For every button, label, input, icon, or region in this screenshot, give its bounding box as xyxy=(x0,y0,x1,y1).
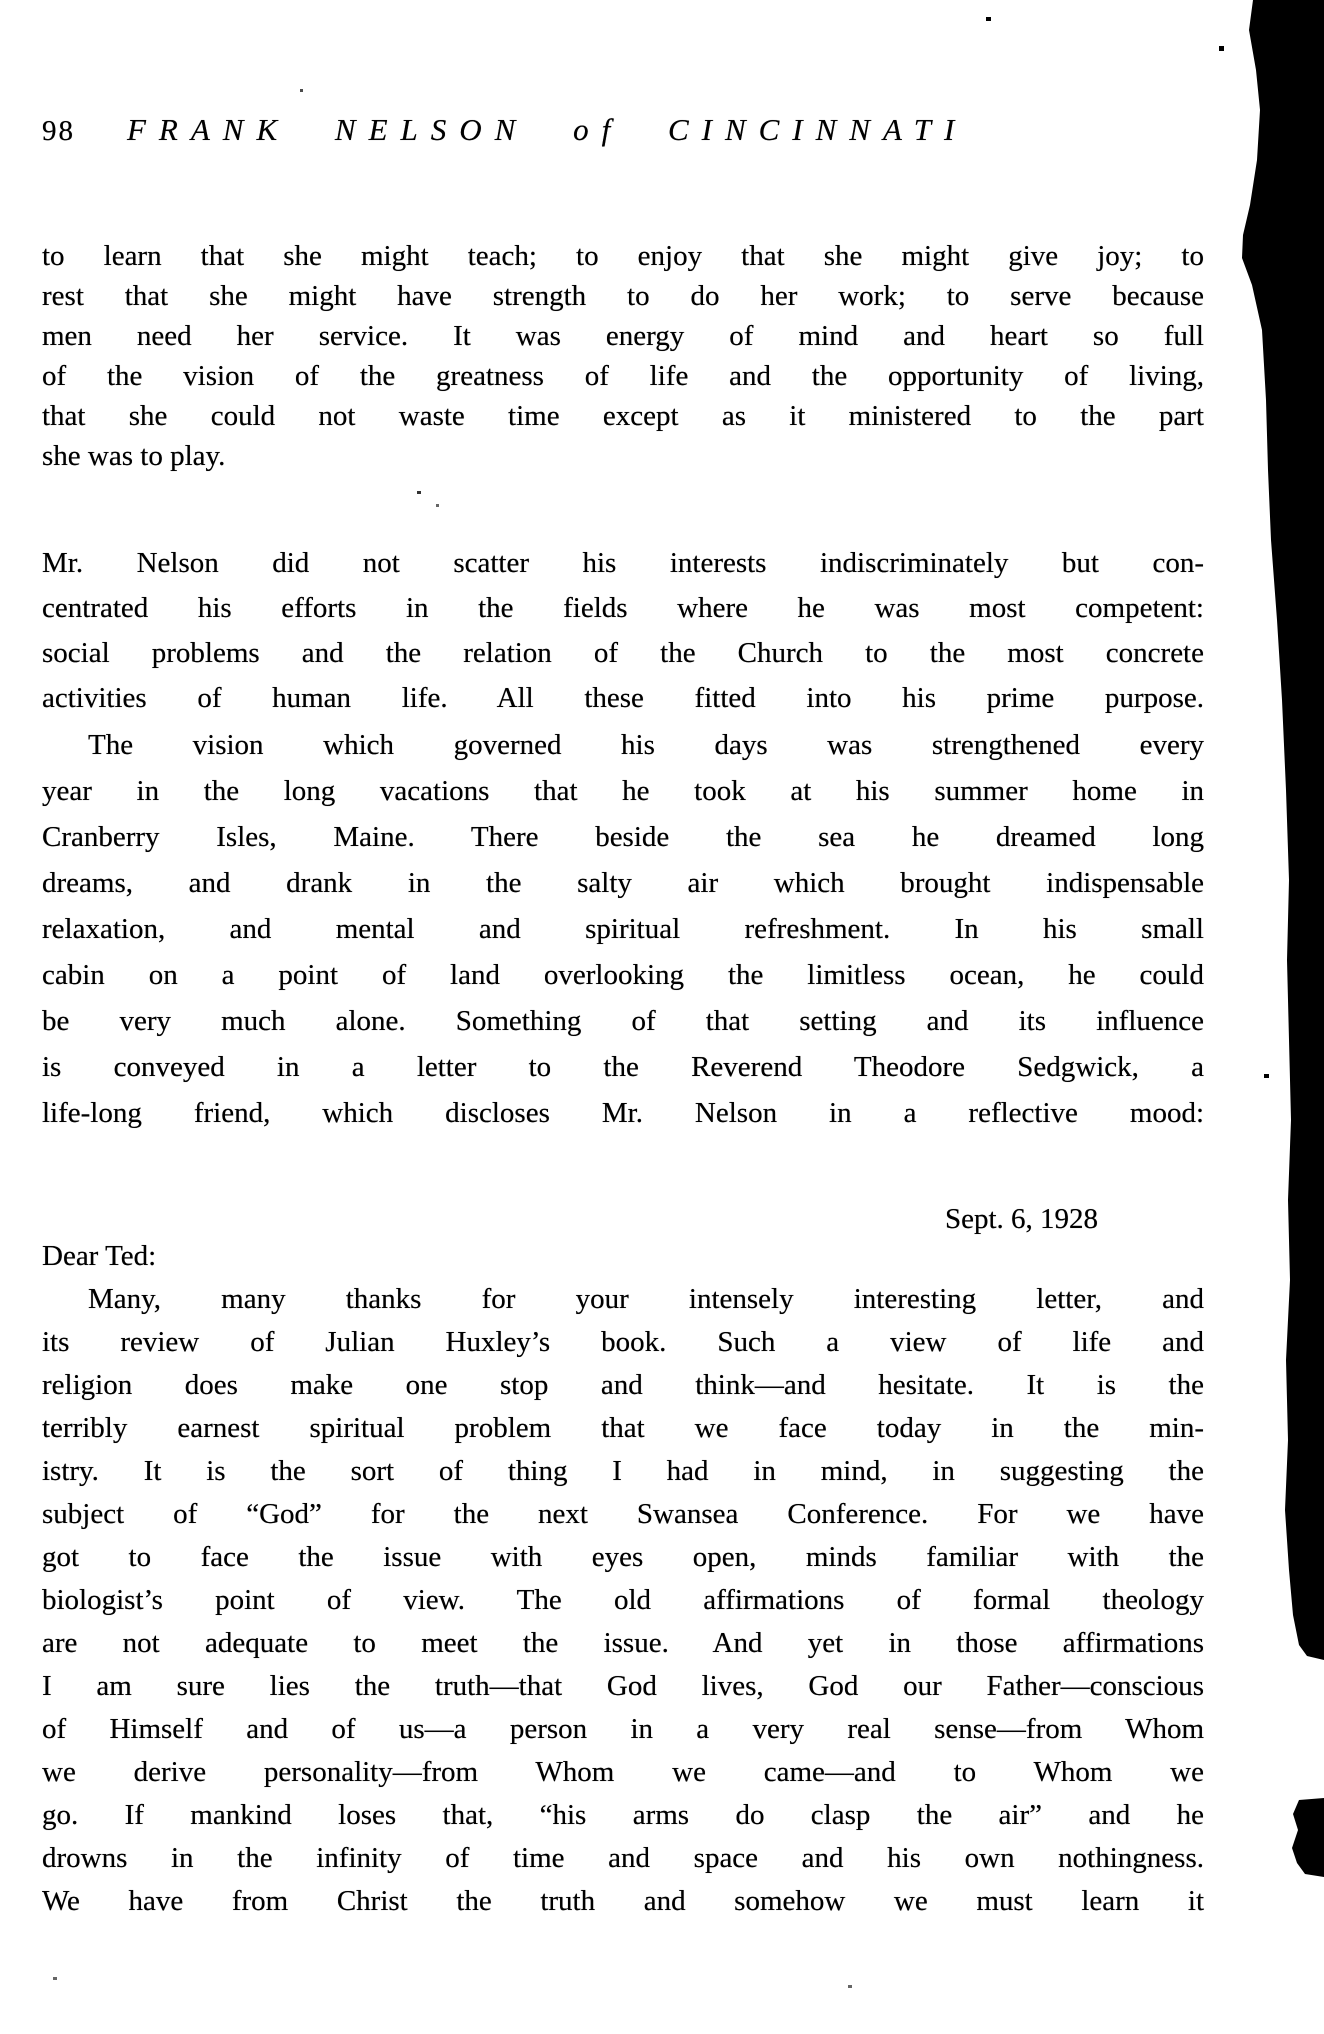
text-line: to learn that she might teach; to enjoy that she might give joy; to xyxy=(42,240,1204,272)
text-line: activities of human life. All these fitted into his prime purpose. xyxy=(42,682,1204,714)
text-line: rest that she might have strength to do her work; to serve because xyxy=(42,280,1204,312)
text-line: Cranberry Isles, Maine. There beside the sea he dreamed long xyxy=(42,821,1204,853)
text-line: cabin on a point of land overlooking the limitless ocean, he could xyxy=(42,959,1204,991)
text-line: subject of “God” for the next Swansea Conference. For we have xyxy=(42,1498,1204,1530)
scan-speck xyxy=(1264,1074,1269,1078)
scan-speck xyxy=(1219,46,1224,51)
scan-gutter-band xyxy=(1242,0,1324,1660)
page-number: 98 xyxy=(42,115,75,147)
text-line: is conveyed in a letter to the Reverend Theodore Sedgwick, a xyxy=(42,1051,1204,1083)
text-line: The vision which governed his days was strengthened every xyxy=(88,729,1204,761)
text-line: we derive personality—from Whom we came—and to Whom we xyxy=(42,1756,1204,1788)
text-line: its review of Julian Huxley’s book. Such a view of life and xyxy=(42,1326,1204,1358)
letter-salutation: Dear Ted: xyxy=(42,1240,157,1272)
text-line: istry. It is the sort of thing I had in mind, in suggesting the xyxy=(42,1455,1204,1487)
text-line: be very much alone. Something of that setting and its influence xyxy=(42,1005,1204,1037)
body-paragraph-2 xyxy=(42,541,1204,721)
text-line: go. If mankind loses that, “his arms do clasp the air” and he xyxy=(42,1799,1204,1831)
scan-speck xyxy=(986,17,991,21)
text-line: Many, many thanks for your intensely interesting letter, and xyxy=(88,1283,1204,1315)
text-line: got to face the issue with eyes open, minds familiar with the xyxy=(42,1541,1204,1573)
text-line: Mr. Nelson did not scatter his interests indiscriminately but con- xyxy=(42,547,1204,579)
text-line: men need her service. It was energy of mind and heart so full xyxy=(42,320,1204,352)
letter-date: Sept. 6, 1928 xyxy=(944,1203,1098,1235)
text-line: religion does make one stop and think—and hesitate. It is the xyxy=(42,1369,1204,1401)
body-paragraph-3 xyxy=(42,722,1204,1136)
scan-blob xyxy=(1292,1798,1324,1877)
body-paragraph-1 xyxy=(42,236,1204,476)
text-line: that she could not waste time except as it ministered to the part xyxy=(42,400,1204,432)
scan-speck xyxy=(848,1985,852,1988)
text-line: centrated his efforts in the fields where he was most competent: xyxy=(42,592,1204,624)
scan-speck xyxy=(436,504,439,507)
letter-body xyxy=(42,1278,1204,1923)
text-line: terribly earnest spiritual problem that we face today in the min- xyxy=(42,1412,1204,1444)
scan-speck xyxy=(53,1977,57,1980)
text-line: year in the long vacations that he took at his summer home in xyxy=(42,775,1204,807)
text-line: dreams, and drank in the salty air which brought indispensable xyxy=(42,867,1204,899)
text-line: life-long friend, which discloses Mr. Nelson in a reflective mood: xyxy=(42,1097,1204,1129)
text-line: are not adequate to meet the issue. And yet in those affirmations xyxy=(42,1627,1204,1659)
scan-speck xyxy=(417,491,421,494)
text-line: relaxation, and mental and spiritual refreshment. In his small xyxy=(42,913,1204,945)
text-line: social problems and the relation of the Church to the most concrete xyxy=(42,637,1204,669)
text-line: biologist’s point of view. The old affirmations of formal theology xyxy=(42,1584,1204,1616)
text-line: drowns in the infinity of time and space and his own nothingness. xyxy=(42,1842,1204,1874)
text-line: I am sure lies the truth—that God lives, God our Father—conscious xyxy=(42,1670,1204,1702)
text-line: We have from Christ the truth and somehow we must learn it xyxy=(42,1885,1204,1917)
text-line: of the vision of the greatness of life and the opportunity of living, xyxy=(42,360,1204,392)
text-line: of Himself and of us—a person in a very real sense—from Whom xyxy=(42,1713,1204,1745)
running-header-title: FRANK NELSON of CINCINNATI xyxy=(127,112,968,147)
scan-speck xyxy=(300,89,303,92)
text-line: she was to play. xyxy=(42,440,226,472)
running-header xyxy=(42,112,967,148)
